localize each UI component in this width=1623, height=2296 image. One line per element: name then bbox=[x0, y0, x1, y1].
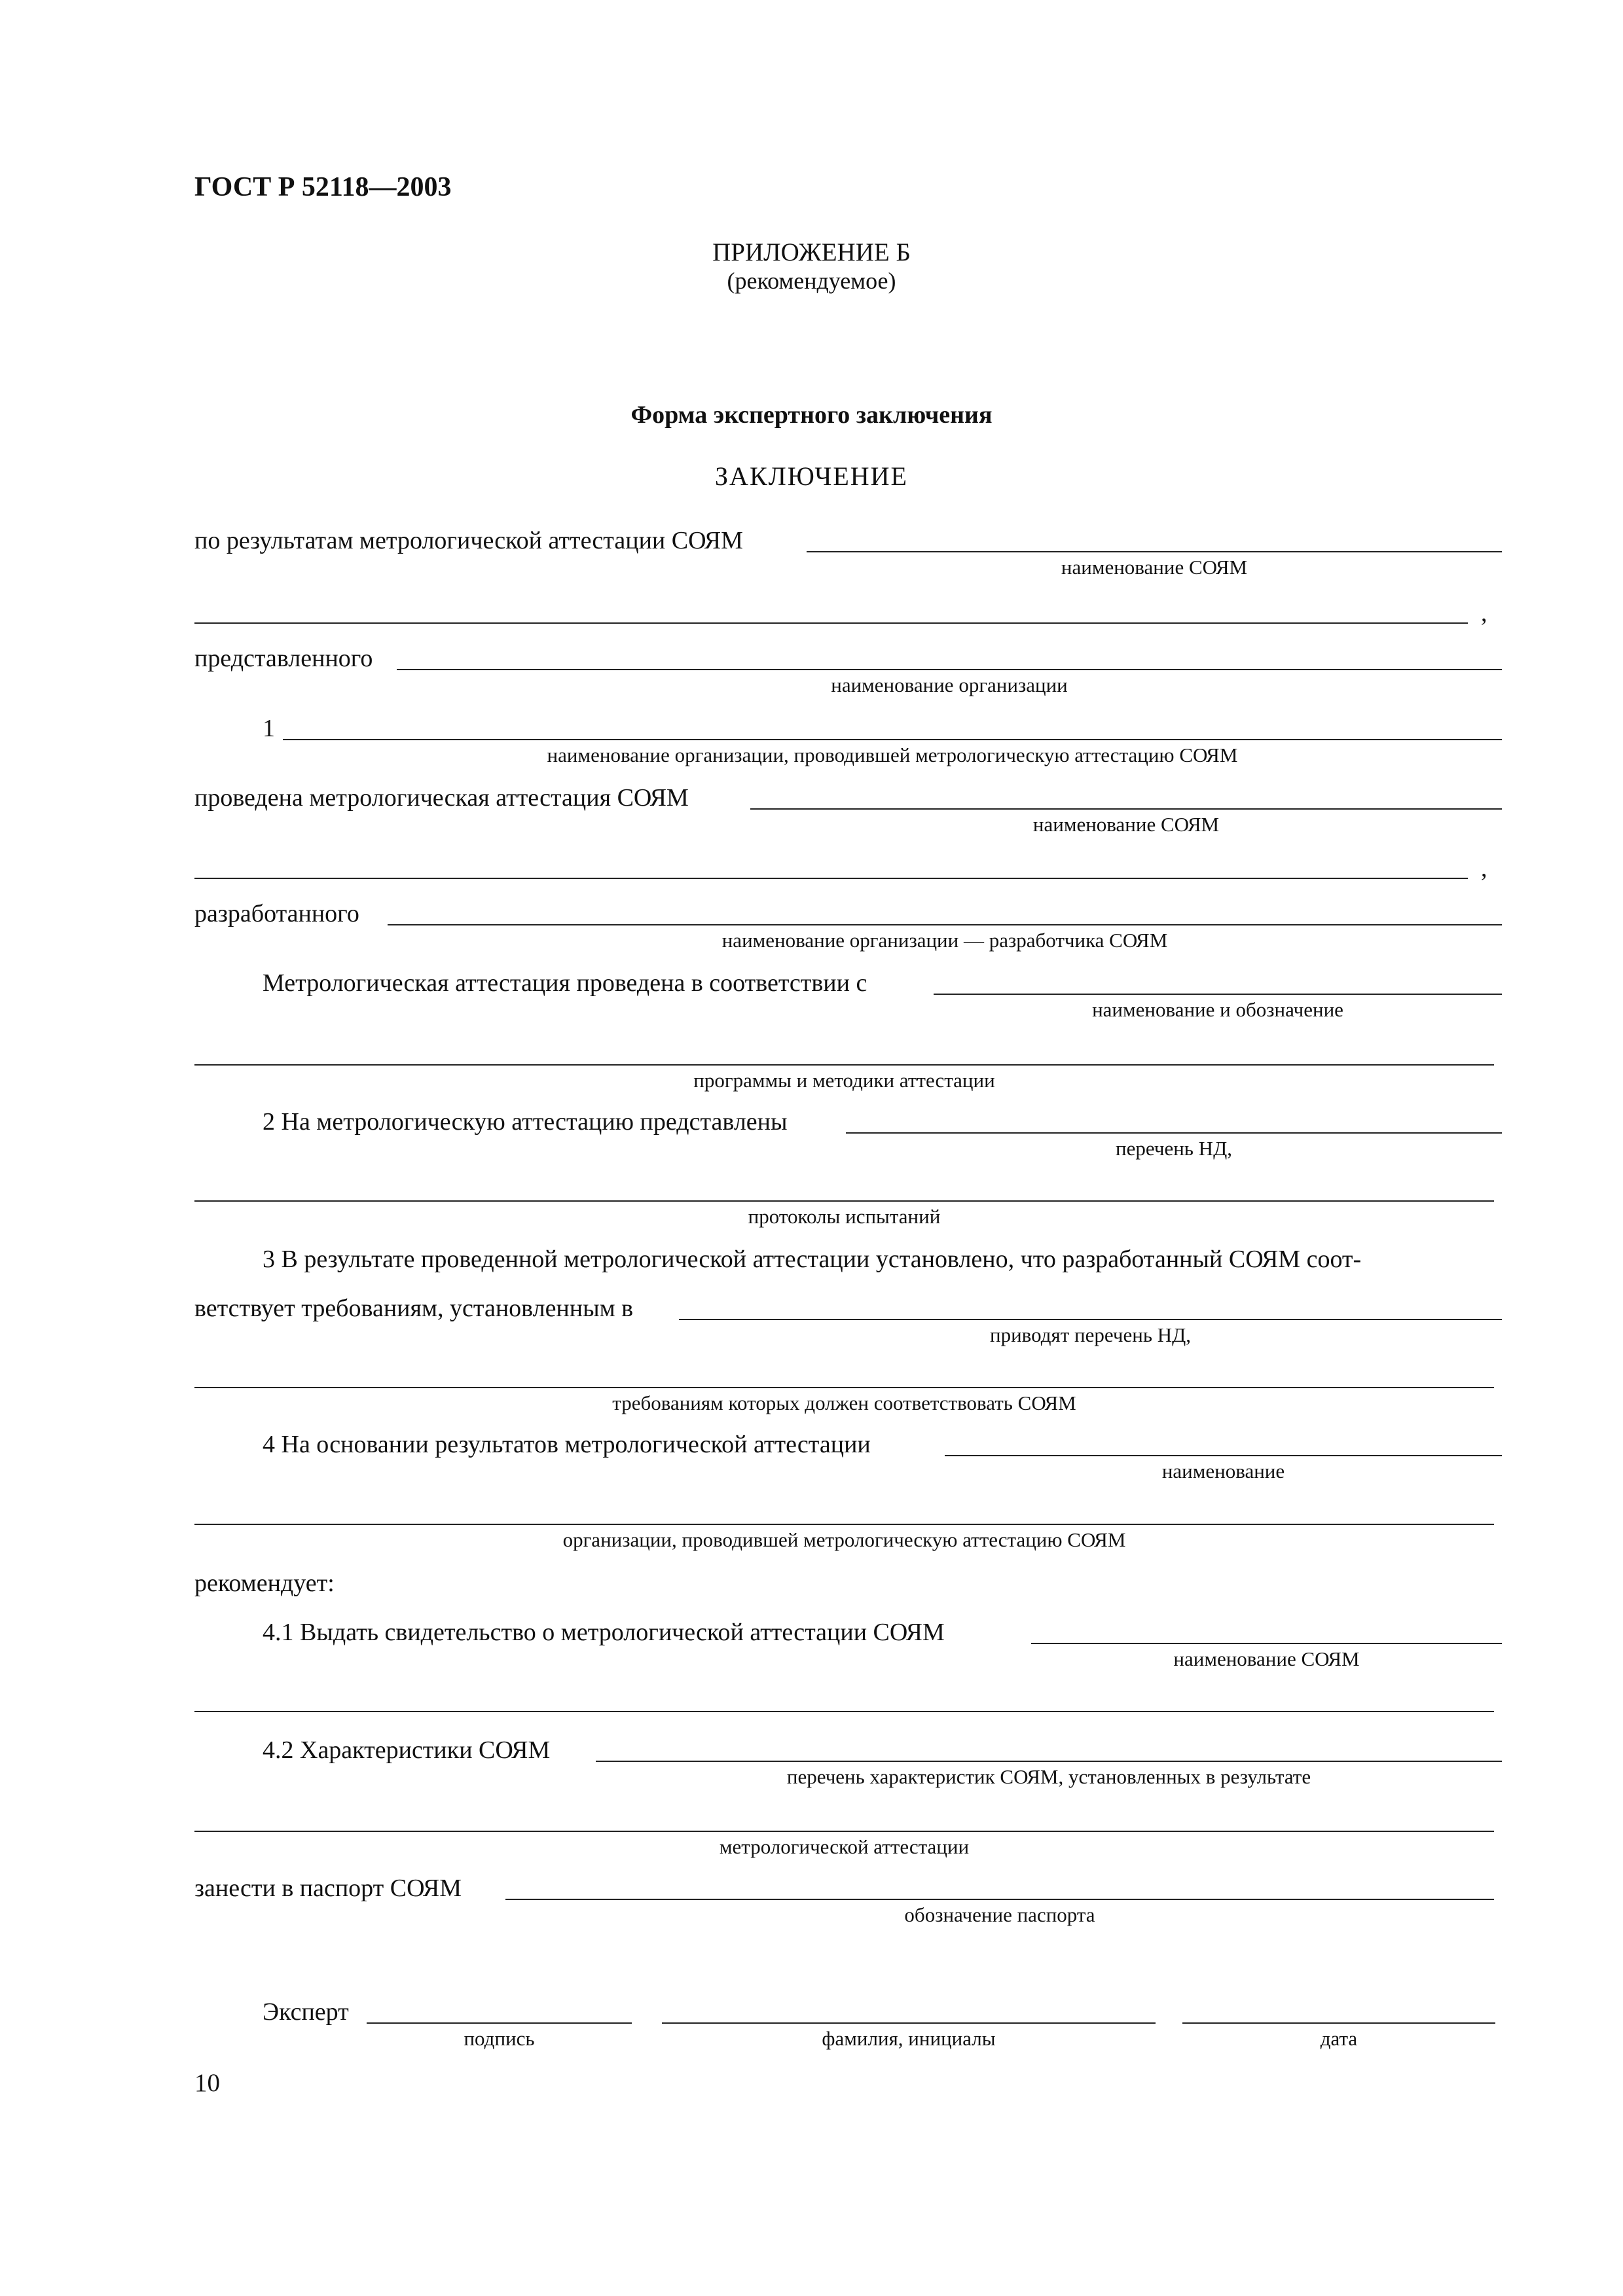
field-caption: требованиям которых должен соответствовать СОЯМ bbox=[612, 1391, 1076, 1414]
input-line-date[interactable] bbox=[1182, 2022, 1495, 2024]
input-line-attesting-org[interactable] bbox=[283, 739, 1502, 740]
form-heading: Форма экспертного заключения bbox=[630, 401, 993, 429]
item-number: 1 bbox=[263, 715, 275, 742]
field-caption: перечень НД, bbox=[1116, 1137, 1232, 1160]
item-4-1-text: 4.1 Выдать свидетельство о метрологической аттестации СОЯМ bbox=[263, 1619, 945, 1646]
input-line-characteristics[interactable] bbox=[596, 1761, 1502, 1762]
input-line-soyam-name-2[interactable] bbox=[750, 808, 1502, 810]
signature-caption: подпись bbox=[464, 2027, 535, 2050]
item-4-2-text: 4.2 Характеристики СОЯМ bbox=[263, 1736, 551, 1764]
field-caption: приводят перечень НД, bbox=[990, 1323, 1191, 1346]
field-caption: метрологической аттестации bbox=[719, 1835, 970, 1858]
field-label-developed: разработанного bbox=[194, 900, 359, 927]
field-label-passport: занести в паспорт СОЯМ bbox=[194, 1874, 462, 1902]
item-3-text: 3 В результате проведенной метрологической аттестации установлено, что разработанный СОЯМ соот- bbox=[263, 1246, 1362, 1273]
field-caption: обозначение паспорта bbox=[904, 1903, 1095, 1926]
appendix-subtitle: (рекомендуемое) bbox=[727, 268, 896, 294]
field-caption: перечень характеристик СОЯМ, установленных в результате bbox=[786, 1765, 1311, 1788]
field-caption: наименование организации, проводившей метрологическую аттестацию СОЯМ bbox=[547, 744, 1238, 766]
field-label-requirements: ветствует требованиям, установленным в bbox=[194, 1295, 634, 1322]
field-label-according: Метрологическая аттестация проведена в соответствии с bbox=[263, 969, 867, 997]
input-line-passport[interactable] bbox=[505, 1899, 1494, 1900]
field-caption: наименование bbox=[1161, 1460, 1285, 1482]
field-caption: наименование СОЯМ bbox=[1061, 556, 1248, 579]
page-number: 10 bbox=[194, 2069, 220, 2097]
input-line-certificate[interactable] bbox=[1031, 1643, 1502, 1644]
input-line-certificate-cont[interactable] bbox=[194, 1711, 1494, 1712]
input-line-organization[interactable] bbox=[397, 669, 1502, 670]
date-caption: дата bbox=[1320, 2027, 1358, 2050]
field-caption: наименование СОЯМ bbox=[1173, 1647, 1360, 1670]
comma: , bbox=[1481, 600, 1487, 627]
field-label-basis: 4 На основании результатов метрологической аттестации bbox=[263, 1431, 871, 1458]
input-line-requirements-nd[interactable] bbox=[679, 1319, 1502, 1320]
input-line-program-name[interactable] bbox=[934, 994, 1502, 995]
form-title: ЗАКЛЮЧЕНИЕ bbox=[715, 461, 908, 491]
field-label-attestation: по результатам метрологической аттестации СОЯМ bbox=[194, 527, 743, 554]
recommends-text: рекомендует: bbox=[194, 1570, 335, 1597]
input-line-basis-org-cont[interactable] bbox=[194, 1524, 1494, 1525]
input-line-continuation[interactable] bbox=[194, 622, 1468, 624]
input-line-soyam-name[interactable] bbox=[807, 551, 1502, 552]
field-label-conducted: проведена метрологическая аттестация СОЯМ bbox=[194, 784, 689, 812]
expert-label: Эксперт bbox=[263, 1998, 349, 2026]
field-caption: наименование СОЯМ bbox=[1032, 813, 1220, 836]
field-caption: протоколы испытаний bbox=[748, 1205, 941, 1228]
input-line-requirements-cont[interactable] bbox=[194, 1387, 1494, 1388]
field-caption: наименование организации bbox=[831, 673, 1068, 696]
input-line-developer[interactable] bbox=[388, 924, 1502, 925]
input-line-characteristics-cont[interactable] bbox=[194, 1831, 1494, 1832]
field-caption: наименование организации — разработчика СОЯМ bbox=[721, 929, 1168, 952]
input-line-program-cont[interactable] bbox=[194, 1064, 1494, 1066]
field-label-submitted: 2 На метрологическую аттестацию представлены bbox=[263, 1108, 788, 1136]
field-caption: наименование и обозначение bbox=[1092, 998, 1343, 1021]
comma: , bbox=[1481, 855, 1487, 882]
input-line-full-name[interactable] bbox=[662, 2022, 1156, 2024]
field-caption: организации, проводившей метрологическую аттестацию СОЯМ bbox=[562, 1528, 1126, 1551]
input-line-protocols[interactable] bbox=[194, 1200, 1494, 1202]
appendix-title: ПРИЛОЖЕНИЕ Б bbox=[712, 238, 911, 266]
input-line-nd-list[interactable] bbox=[846, 1132, 1502, 1134]
input-line-basis-org[interactable] bbox=[945, 1455, 1502, 1456]
field-label-presented: представленного bbox=[194, 645, 373, 672]
field-caption: программы и методики аттестации bbox=[693, 1069, 995, 1092]
document-code: ГОСТ Р 52118—2003 bbox=[194, 172, 452, 202]
input-line-continuation-2[interactable] bbox=[194, 878, 1468, 879]
name-caption: фамилия, инициалы bbox=[822, 2027, 996, 2050]
input-line-signature[interactable] bbox=[367, 2022, 632, 2024]
